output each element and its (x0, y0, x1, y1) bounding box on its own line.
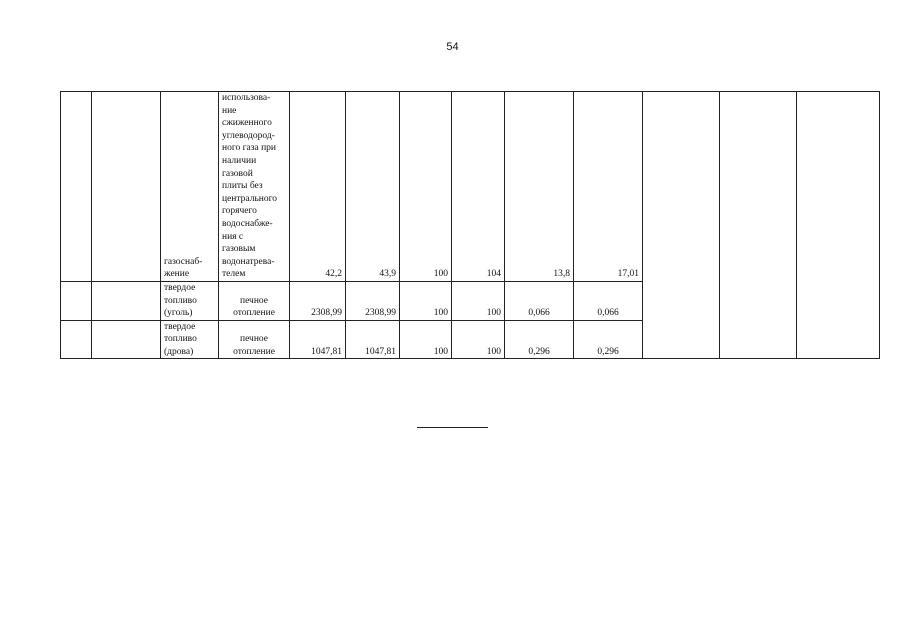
value-cell: 0,296 (574, 320, 643, 359)
empty-cell (720, 92, 797, 359)
value-cell: 104 (452, 92, 505, 282)
row-number-cell (61, 92, 92, 282)
service-cell: твердое топливо (уголь) (161, 281, 219, 320)
service-cell: твердое топливо (дрова) (161, 320, 219, 359)
settlement-cell (92, 320, 161, 359)
settlement-cell (92, 281, 161, 320)
settlement-cell (92, 92, 161, 282)
value-cell: 100 (452, 320, 505, 359)
value-cell: 0,296 (505, 320, 574, 359)
row-number-cell (61, 281, 92, 320)
value-cell: 0,066 (574, 281, 643, 320)
value-cell: 100 (400, 92, 452, 282)
value-cell: 17,01 (574, 92, 643, 282)
value-cell: 1047,81 (290, 320, 346, 359)
value-cell: 100 (400, 320, 452, 359)
value-cell: 13,8 (505, 92, 574, 282)
method-cell: использова- ние сжиженного углеводород- ного газа при наличии газовой плиты без центрального горячего водоснабже- ния с газовым водонатрева- телем (219, 92, 290, 282)
value-cell: 0,066 (505, 281, 574, 320)
page-number: 54 (446, 41, 459, 53)
value-cell: 42,2 (290, 92, 346, 282)
method-cell: печное отопление (219, 320, 290, 359)
value-cell: 100 (452, 281, 505, 320)
table-row (61, 92, 880, 282)
empty-cell (797, 92, 880, 359)
value-cell: 43,9 (346, 92, 400, 282)
empty-cell (643, 92, 720, 359)
footer-divider (417, 427, 488, 428)
value-cell: 100 (400, 281, 452, 320)
service-cell: газоснаб- жение (161, 92, 219, 282)
value-cell: 2308,99 (290, 281, 346, 320)
value-cell: 1047,81 (346, 320, 400, 359)
tariff-table (60, 91, 880, 359)
method-cell: печное отопление (219, 281, 290, 320)
value-cell: 2308,99 (346, 281, 400, 320)
row-number-cell (61, 320, 92, 359)
